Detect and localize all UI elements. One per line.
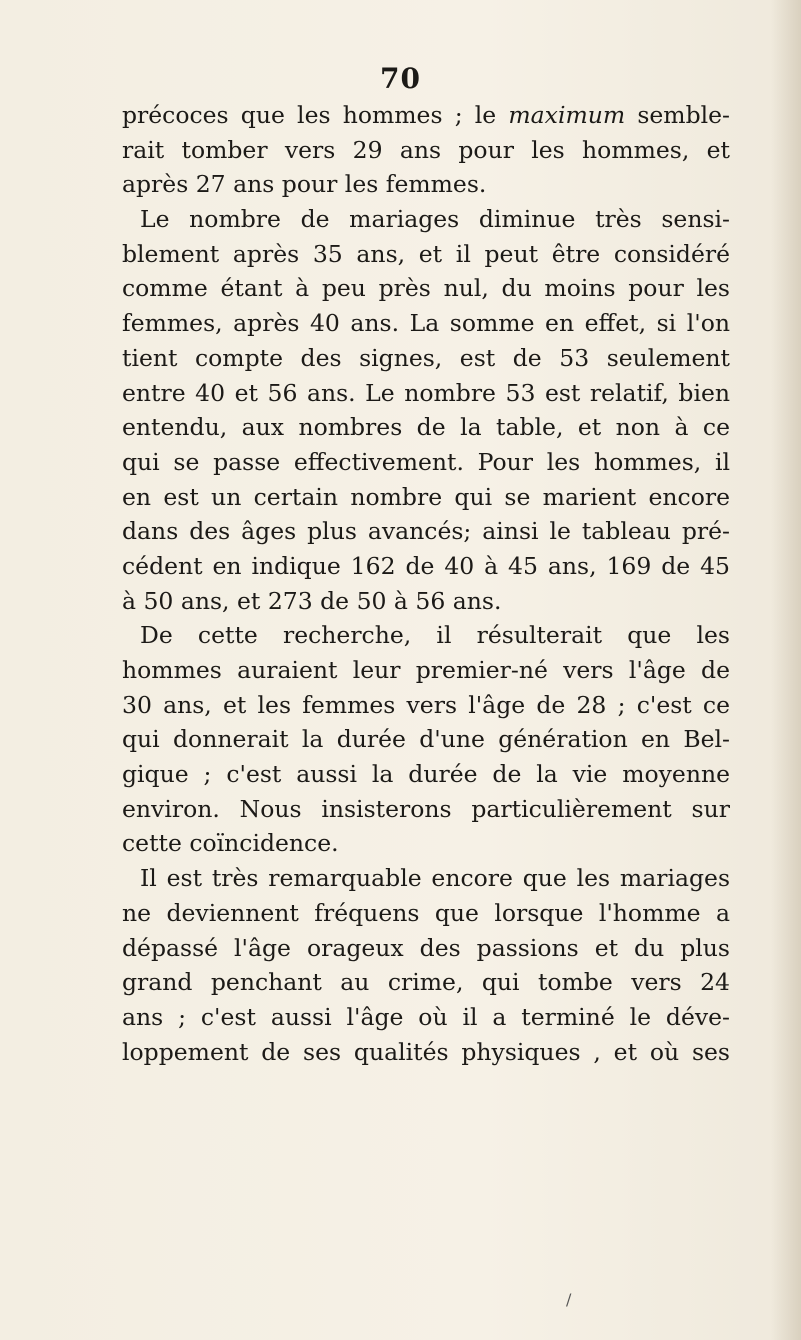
- text-line: blement après 35 ans, et il peut être considéré: [122, 239, 730, 268]
- text-line: cédent en indique 162 de 40 à 45 ans, 169 de 45: [122, 551, 730, 580]
- paragraph-start-line: De cette recherche, il résulterait que les: [140, 621, 730, 650]
- text-line: femmes, après 40 ans. La somme en effet, si l'on: [122, 309, 730, 338]
- text-line: entre 40 et 56 ans. Le nombre 53 est relatif, bien: [122, 378, 730, 407]
- page-number: 70: [380, 62, 421, 95]
- page-edge-shadow: [771, 0, 801, 1340]
- text-line: après 27 ans pour les femmes.: [122, 170, 487, 199]
- text-line: dans des âges plus avancés; ainsi le tableau pré-: [122, 517, 730, 546]
- text-line: tient compte des signes, est de 53 seulement: [122, 343, 730, 372]
- paragraph-start-line: Il est très remarquable encore que les mariages: [140, 864, 730, 893]
- text-line: entendu, aux nombres de la table, et non à ce: [122, 413, 730, 442]
- stray-mark: /: [566, 1290, 572, 1309]
- body-text: [122, 98, 730, 1069]
- text-line: ans ; c'est aussi l'âge où il a terminé le déve-: [122, 1002, 730, 1031]
- paragraph-start-line: Le nombre de mariages diminue très sensi-: [140, 205, 730, 234]
- text-line: en est un certain nombre qui se marient encore: [122, 482, 730, 511]
- text-line: cette coïncidence.: [122, 829, 339, 858]
- text-line: ne deviennent fréquens que lorsque l'homme a: [122, 898, 730, 927]
- text-line: grand penchant au crime, qui tombe vers 24: [122, 968, 730, 997]
- text-line: précoces que les hommes ; le maximum semble-: [122, 101, 730, 129]
- text-line: dépassé l'âge orageux des passions et du plus: [122, 933, 730, 962]
- text-line: loppement de ses qualités physiques , et où ses: [122, 1037, 730, 1066]
- text-line: à 50 ans, et 273 de 50 à 56 ans.: [122, 586, 502, 615]
- text-line: environ. Nous insisterons particulièrement sur: [122, 794, 730, 823]
- text-line: qui se passe effectivement. Pour les hommes, il: [122, 447, 730, 476]
- emphasis-text: maximum: [508, 101, 626, 129]
- text-line: rait tomber vers 29 ans pour les hommes, et: [122, 135, 730, 164]
- text-line: qui donnerait la durée d'une génération en Bel-: [122, 725, 730, 754]
- text-line: comme étant à peu près nul, du moins pour les: [122, 274, 730, 303]
- text-line: gique ; c'est aussi la durée de la vie moyenne: [122, 760, 730, 789]
- text-line: 30 ans, et les femmes vers l'âge de 28 ; c'est ce: [122, 690, 730, 719]
- text-line: hommes auraient leur premier-né vers l'âge de: [122, 656, 730, 684]
